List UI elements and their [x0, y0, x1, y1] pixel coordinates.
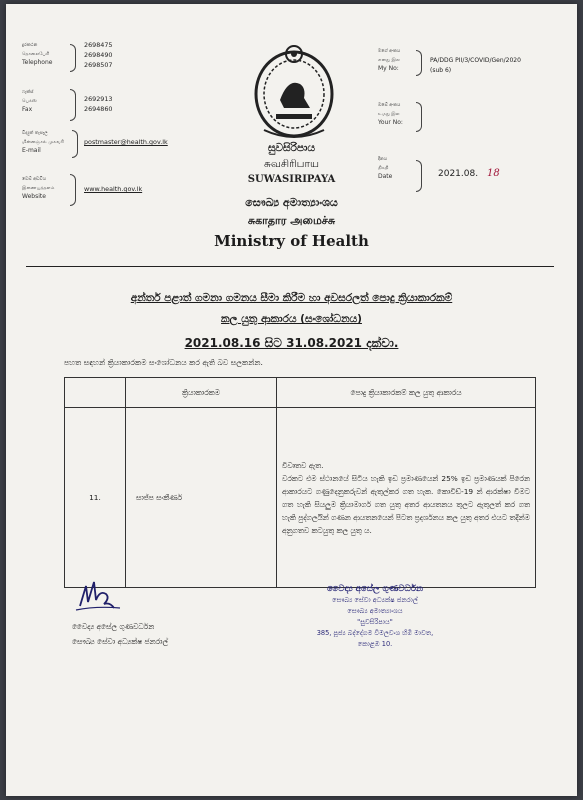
header-no-cell	[65, 378, 126, 408]
telephone-label: දුරකථන தொலைபேசி Telephone	[22, 43, 53, 66]
telephone-brace	[70, 44, 76, 72]
row-manner-cell: විවෘතව ඇත. වරකට එම ස්ථානයේ සිටිය හැකි ඉඩ ප්‍රමාණයෙන් 25% ඉඩ ප්‍රමාණයක් පිරෙන ආකාරයට ගණුදෙනුකරුවන් ඇතුල්කර ගත හැක. කොවිඩ්-19 න් ආරක්ෂා වීමට ගත හැකි සියලුම ක්‍රියාමාර්ග ගත යුතු අතර ආයතනය තුලට ඇතුලත් කර ගත හැකි පුද්ගලයින් ගණන ආයතනයෙන් පිටත ප්‍රදර්ශනය කල යුතු අතර එයට තදින්ම අනුගතව කටයුතු කල යුතු ය.	[277, 408, 536, 588]
date-value: 2021.08. 18	[438, 168, 500, 179]
signature-image	[72, 576, 124, 616]
fax-label: ෆැක්ස් பெக்ஸ் Fax	[22, 90, 37, 113]
header-rule	[26, 266, 554, 267]
sri-lanka-emblem-icon	[250, 42, 338, 140]
website-url: www.health.gov.lk	[84, 185, 143, 193]
date-label: දිනය திகதி Date	[378, 157, 393, 180]
your-no-brace	[416, 102, 422, 132]
ministry-en: Ministry of Health	[214, 232, 369, 250]
header-manner-cell: පොදු ක්‍රියාකාරකම් කල යුතු ආකාරය	[277, 378, 536, 408]
my-no-label: මගේ අංකය எனது இல My No:	[378, 49, 401, 72]
ministry-name-en: SUWASIRIPAYA	[247, 174, 336, 185]
ministry-si: සෞඛ්‍ය අමාත්‍යාංශය	[245, 196, 338, 209]
row-number-cell: 11.	[65, 408, 126, 588]
letter-page	[6, 4, 577, 796]
table-row	[65, 408, 536, 588]
email-address: postmaster@health.gov.lk	[84, 138, 168, 146]
ministry-name-ta: சுவசிரிபாய	[264, 158, 319, 170]
fax-numbers: 2692913 2694860	[84, 95, 113, 113]
date-brace	[416, 160, 422, 192]
ministry-name-si: සුවසිරිපාය	[267, 142, 316, 154]
signatory-title: සෞඛ්‍ය සේවා අධ්‍යක්ෂ ජනරාල්	[72, 637, 169, 646]
row-activity-cell: සාජ්ප සංකීර්ණ	[126, 408, 277, 588]
fax-brace	[70, 89, 76, 121]
my-no-value: PA/DDG PII/3/COVID/Gen/2020 (sub 6)	[430, 57, 521, 74]
activities-table	[64, 377, 536, 588]
header-activity-cell: ක්‍රියාකාරකම	[126, 378, 277, 408]
website-label: වෙබ් අඩවිය இணையத்தளம் Website	[22, 177, 55, 200]
signatory-name: වෛද්‍ය අසේල ගුණවර්ධන	[72, 622, 155, 631]
intro-text: පහත සඳහන් ක්‍රියාකාරකම සංශෝධනය කර ඇති බව සලකන්න.	[64, 358, 263, 367]
official-stamp: වෛද්‍ය අසේල ගුණවර්ධන සෞඛ්‍ය සේවා අධ්‍යක්ෂ ජනරාල් සෞඛ්‍ය අමාත්‍යාංශය "සුවසිරිපාය" 385, පූජ්‍ය බද්දේගම විමලවංශ හිමි මාවත, කොළඹ 10.	[316, 584, 434, 648]
ministry-ta: சுகாதார அமைச்சு	[247, 214, 336, 227]
table-header-row	[65, 378, 536, 408]
subject-line-1: අන්තර් පළාත් ගමනා ගමනය සීමා කිරීම හා අවසරලත් පොදු ක්‍රියාකාරකම්	[130, 292, 453, 304]
email-label: විද්‍යුත් තැපෑල மின்னஞ்சல் முகவரி E-mail	[22, 131, 64, 154]
my-no-brace	[416, 50, 422, 76]
telephone-numbers: 2698475 2698490 2698507	[84, 41, 113, 69]
subject-line-2: කල යුතු ආකාරය (සංශෝධනය)	[221, 313, 362, 325]
your-no-label: ඔබේ අංකය உமது இல Your No:	[378, 103, 403, 126]
subject-period: 2021.08.16 සිට 31.08.2021 දක්වා.	[184, 336, 399, 350]
